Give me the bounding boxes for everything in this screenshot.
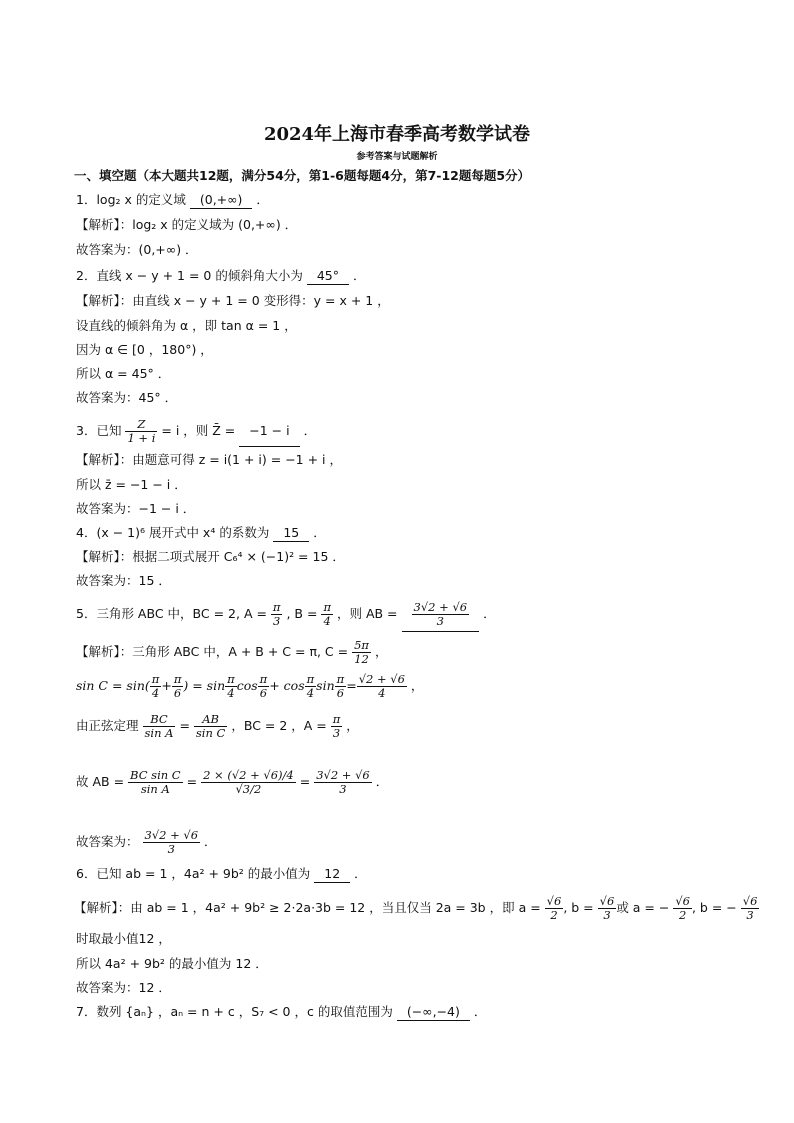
- q5-stem-post: ，则 AB =: [336, 606, 398, 621]
- q4-stem-line: 4．(x − 1)⁶ 展开式中 x⁴ 的系数为 15 ．: [76, 525, 326, 540]
- fraction-denominator: 3: [167, 842, 175, 856]
- q5-law-f2: [194, 713, 227, 740]
- q5-frac-a: [271, 601, 283, 628]
- q5-sinc-line: sin C = sin( $\frac{\pi}{4}$ + $\frac{\pi}{6}$ ) = sin $\frac{\pi}{4}$ cos $\frac{\pi}{6}$ + cos $\frac{\pi}{4}$ sin $\frac{\pi}{6}$ = $\frac{√2 + √6}{4}$ ，: [76, 672, 424, 700]
- q4-stem: 4．(x − 1)⁶ 展开式中 x⁴ 的系数为: [76, 525, 270, 540]
- q5-ab-complex-num: 2 × (√2 + √6)/4: [203, 768, 294, 782]
- q5-sinc-f1: [150, 673, 162, 700]
- q7-stem: 7．数列 {aₙ} ，aₙ = n + c ，S₇ < 0 ，c 的取值范围为: [76, 1004, 393, 1019]
- q6-mid-2: 或 a = −: [616, 900, 670, 915]
- q6-final: 故答案为：12 ．: [76, 980, 171, 995]
- q1-stem: 1．log₂ x 的定义域: [76, 192, 186, 207]
- q2-line4: 所以 α = 45° ．: [76, 366, 171, 381]
- q2-line3: 因为 α ∈ [0 ，180°) ，: [76, 342, 213, 357]
- q5-law-pre: 由正弦定理: [76, 718, 139, 733]
- q2-stem: 2．直线 x − y + 1 = 0 的倾斜角大小为: [76, 268, 303, 283]
- q5-sinc-f4: [258, 673, 270, 700]
- fraction-denominator: 3: [332, 726, 341, 740]
- q6-analysis-line: [74, 892, 759, 924]
- fraction-numerator: √6: [675, 894, 690, 908]
- fraction-denominator: 3: [436, 614, 444, 628]
- q5-ab-eq2: =: [299, 774, 311, 789]
- q3-final: 故答案为：−1 − i ．: [76, 501, 196, 516]
- fraction-denominator: sin C: [195, 726, 226, 740]
- q7-answer: (−∞,−4): [397, 1004, 470, 1021]
- q3-line2: 所以 z̄ = −1 − i ．: [76, 477, 187, 492]
- q5-ab-complex: [201, 769, 296, 796]
- q5-final-frac: [143, 829, 201, 856]
- fraction-denominator: 4: [227, 686, 235, 700]
- fraction-denominator: 2: [678, 908, 687, 922]
- fraction-numerator: π: [173, 672, 182, 686]
- q5-ab-eq: =: [186, 774, 198, 789]
- q5-frac-c: [352, 639, 371, 666]
- q5-law-eq: =: [179, 718, 190, 733]
- fraction-denominator: 2: [550, 908, 558, 922]
- q6-mid-3: , b = −: [691, 900, 737, 915]
- q5-law-post: ，BC = 2 ，A =: [231, 718, 327, 733]
- q4-answer: 15: [273, 525, 309, 542]
- fraction-numerator: 3√2 + √6: [413, 600, 468, 614]
- q3-analysis: 【解析】：由题意可得 z = i(1 + i) = −1 + i ，: [76, 452, 342, 467]
- fraction-denominator: 4: [378, 686, 386, 700]
- q3-fraction: [125, 418, 157, 445]
- fraction-denominator: 12: [354, 652, 369, 666]
- q6-frac-1: [545, 895, 564, 922]
- fraction-denominator: 6: [173, 686, 182, 700]
- fraction-numerator: π: [336, 672, 345, 686]
- fraction-denominator: 4: [306, 686, 315, 700]
- fraction-denominator: 3: [339, 782, 347, 796]
- q5-answer-frac: [412, 601, 470, 628]
- fraction-numerator: π: [259, 672, 268, 686]
- q5-analysis-line: 【解析】：三角形 ABC 中，A + B + C = π, C = $\frac{5\pi}{12}$ ，: [76, 638, 388, 666]
- q5-law-line: 由正弦定理 $\frac{BC}{\text{sin A}}$ = $\frac{AB}{\text{sin C}}$ ，BC = 2 ，A = $\frac{\pi}{3}$ ，: [76, 712, 359, 740]
- q5-final-pre: 故答案为：: [76, 834, 139, 849]
- q6-stem-line: 6．已知 ab = 1 ，4a² + 9b² 的最小值为 12 ．: [76, 866, 367, 881]
- q5-ab-complex-den: √3/2: [235, 782, 262, 796]
- q6-mid-1: , b =: [563, 900, 594, 915]
- fraction-numerator: π: [306, 672, 315, 686]
- q2-final: 故答案为：45° ．: [76, 390, 178, 405]
- q1-analysis: 【解析】：log₂ x 的定义域为 (0,+∞) ．: [76, 217, 298, 232]
- fraction-numerator: π: [332, 712, 341, 726]
- q3-frac-num: Z: [125, 418, 157, 432]
- fraction-numerator: π: [323, 600, 331, 614]
- q2-answer: 45°: [307, 268, 349, 285]
- q5-sinc-plus2: + cos: [269, 678, 305, 693]
- fraction-numerator: π: [272, 600, 281, 614]
- fraction-numerator: BC sin C: [130, 768, 181, 782]
- q5-sinc-eq2: =: [346, 678, 357, 693]
- fraction-numerator: √2 + √6: [358, 672, 405, 686]
- q5-sinc-f6: [335, 673, 347, 700]
- q6-analysis: 【解析】：由 ab = 1 ，4a² + 9b² ≥ 2·2a·3b = 12 ，当且仅当 2a = 3b ，即 a =: [74, 900, 541, 915]
- q5-ab-result: [314, 769, 372, 796]
- q5-sinc-f2: [172, 673, 184, 700]
- q6-frac-4: [741, 895, 760, 922]
- fraction-numerator: √6: [599, 894, 615, 908]
- q5-sinc-cos: cos: [236, 678, 258, 693]
- fraction-numerator: BC: [143, 713, 176, 727]
- q6-frac-2: [598, 895, 617, 922]
- exam-subtitle: 参考答案与试题解析: [356, 152, 438, 162]
- q5-law-f1: [143, 713, 176, 740]
- q6-answer: 12: [314, 866, 350, 883]
- fraction-denominator: 4: [151, 686, 160, 700]
- q6-line3: 所以 4a² + 9b² 的最小值为 12 ．: [76, 956, 268, 971]
- q3-stem-line: 3．已知 $\frac{Z}{1 + i}$ = i ，则 Z̄ = −1 − i ．: [76, 417, 317, 445]
- fraction-numerator: π: [227, 672, 235, 686]
- fraction-denominator: 3: [603, 908, 611, 922]
- fraction-numerator: π: [151, 672, 160, 686]
- q5-answer: [402, 597, 480, 632]
- q5-stem-mid: , B =: [286, 606, 318, 621]
- q3-stem-pre: 3．已知: [76, 423, 122, 438]
- exam-title: 2024年上海市春季高考数学试卷: [263, 124, 531, 145]
- q5-sinc-result: [357, 673, 407, 700]
- q6-stem: 6．已知 ab = 1 ，4a² + 9b² 的最小值为: [76, 866, 311, 881]
- q4-analysis: 【解析】：根据二项式展开 C₆⁴ × (−1)² = 15 ．: [76, 549, 345, 564]
- q1-final: 故答案为：(0,+∞) ．: [76, 242, 198, 257]
- section-heading: 一、填空题（本大题共12题，满分54分，第1-6题每题4分，第7-12题每题5分）: [74, 168, 531, 183]
- q1-answer: (0,+∞): [190, 192, 253, 209]
- q5-ab-f1: [128, 769, 183, 796]
- q5-stem-line: 5．三角形 ABC 中，BC = 2, A = $\frac{\pi}{3}$ , B = $\frac{\pi}{4}$ ，则 AB = $\frac{3√2 + √6}{3}$ ．: [76, 597, 496, 632]
- fraction-denominator: 6: [259, 686, 268, 700]
- fraction-denominator: 6: [336, 686, 345, 700]
- q6-line2: 时取最小值12 ，: [76, 931, 171, 946]
- q3-stem-var: Z̄ =: [212, 423, 236, 438]
- q2-stem-line: 2．直线 x − y + 1 = 0 的倾斜角大小为 45° ．: [76, 268, 366, 283]
- q5-sinc-lhs: sin C = sin(: [76, 678, 150, 693]
- q5-a-pre: 【解析】：三角形 ABC 中，A + B + C = π, C =: [76, 644, 349, 659]
- q5-sinc-plus: +: [161, 678, 172, 693]
- q3-frac-den: 1 + i: [127, 431, 156, 445]
- fraction-denominator: 4: [323, 614, 331, 628]
- q1-stem-line: 1．log₂ x 的定义域 (0,+∞) ．: [76, 192, 269, 207]
- q2-line2: 设直线的倾斜角为 α ，即 tan α = 1 ，: [76, 318, 297, 333]
- fraction-numerator: √6: [546, 894, 562, 908]
- q5-stem-pre: 5．三角形 ABC 中，BC = 2, A =: [76, 606, 267, 621]
- q5-sinc-sin: sin: [316, 678, 335, 693]
- q4-final: 故答案为：15 ．: [76, 573, 171, 588]
- fraction-numerator: √6: [742, 894, 758, 908]
- fraction-denominator: 3: [746, 908, 754, 922]
- q5-sinc-eq1: ) = sin: [183, 678, 226, 693]
- q5-sinc-f3: [225, 673, 237, 700]
- fraction-numerator: AB: [194, 713, 227, 727]
- q7-stem-line: 7．数列 {aₙ} ，aₙ = n + c ，S₇ < 0 ，c 的取值范围为 (−∞,−4) ．: [76, 1004, 487, 1019]
- q5-ab-pre: 故 AB =: [76, 774, 125, 789]
- q5-sinc-f5: [305, 673, 317, 700]
- q5-ab-line: 故 AB = $\frac{\text{BC sin C}}{\text{sin A}}$ = $\frac{2 \times (√2 + √6)/4}{√3/2}$ = $\frac{3√2 + √6}{3}$ ．: [76, 768, 389, 796]
- q5-law-a: [331, 713, 343, 740]
- fraction-numerator: 3√2 + √6: [144, 828, 199, 842]
- q2-analysis: 【解析】：由直线 x − y + 1 = 0 变形得：y = x + 1 ，: [76, 293, 390, 308]
- fraction-denominator: sin A: [144, 726, 174, 740]
- q3-answer: −1 − i: [239, 416, 299, 447]
- fraction-denominator: sin A: [140, 782, 170, 796]
- q6-frac-3: [673, 895, 692, 922]
- q5-frac-b: [321, 601, 333, 628]
- fraction-numerator: 5π: [354, 638, 369, 652]
- q5-final-line: 故答案为： $\frac{3√2 + √6}{3}$ ．: [76, 828, 217, 856]
- fraction-denominator: 3: [273, 614, 281, 628]
- q3-stem-mid: = i ，则: [161, 423, 209, 438]
- fraction-numerator: 3√2 + √6: [316, 768, 370, 782]
